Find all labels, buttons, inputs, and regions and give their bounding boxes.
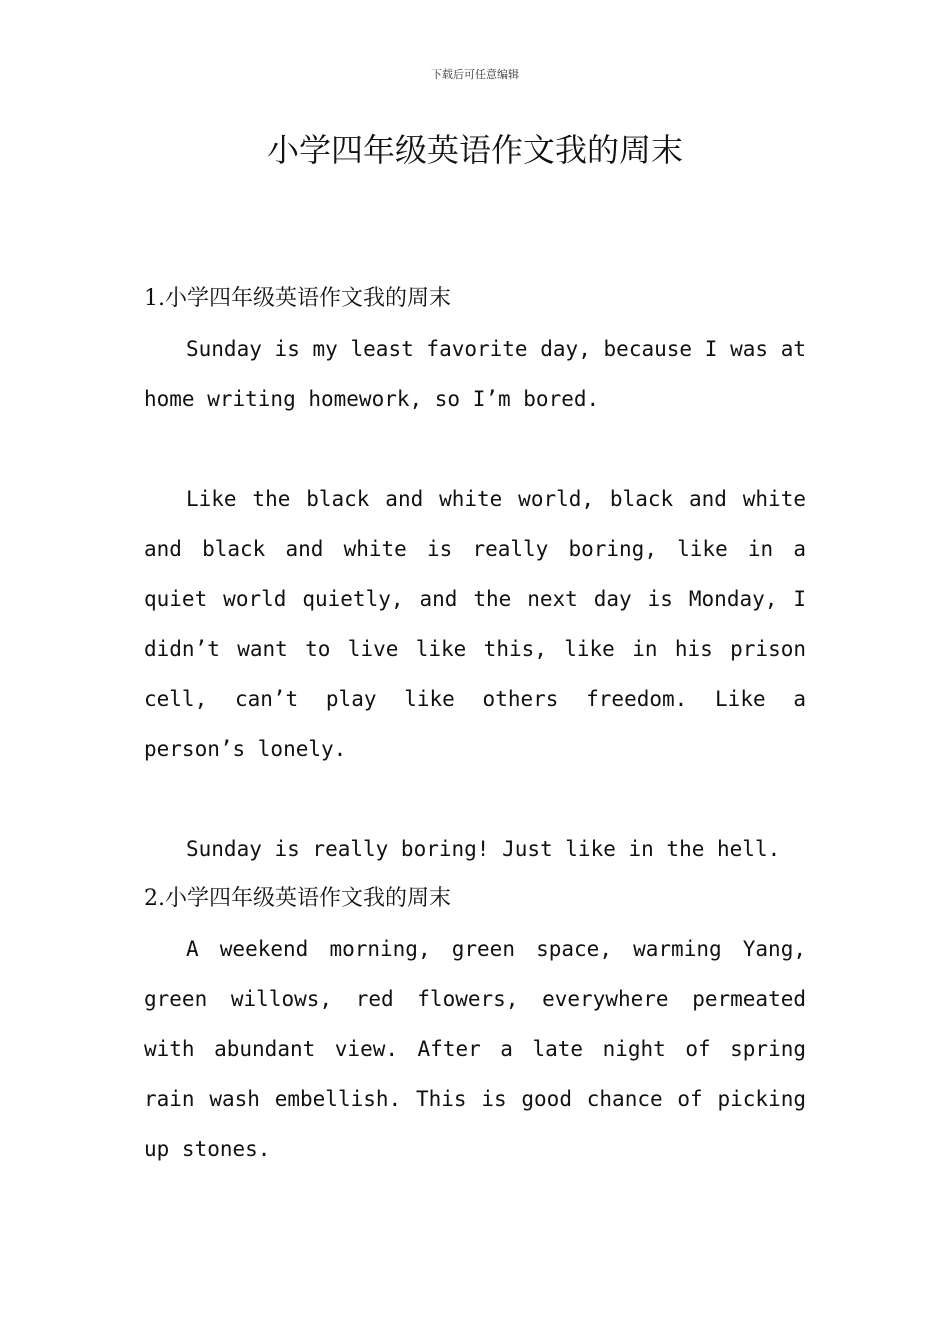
document-body: [144, 274, 806, 1174]
section-1-paragraph-2: Like the black and white world, black and white and black and white is really boring, like in a quiet world quietly, and the next day is Monday, I didn’t want to live like this, like in his prison cell, can’t play like others freedom. Like a person’s lonely.: [144, 487, 806, 761]
page-header-note: 下载后可任意编辑: [431, 68, 519, 81]
section-2-heading: 2.小学四年级英语作文我的周末: [144, 886, 451, 911]
paragraph-spacer: [144, 774, 806, 824]
paragraph-spacer: [144, 424, 806, 474]
section-1-paragraph-1: Sunday is my least favorite day, because I was at home writing homework, so I’m bored.: [144, 337, 806, 411]
section-2-paragraph-1: A weekend morning, green space, warming Yang, green willows, red flowers, everywhere permeated with abundant view. After a late night of spring rain wash embellish. This is good chance of picking up stones.: [144, 937, 806, 1161]
document-title: 小学四年级英语作文我的周末: [266, 131, 683, 169]
section-1-heading: 1.小学四年级英语作文我的周末: [144, 286, 451, 311]
section-1-paragraph-3: Sunday is really boring! Just like in the hell.: [186, 837, 781, 861]
